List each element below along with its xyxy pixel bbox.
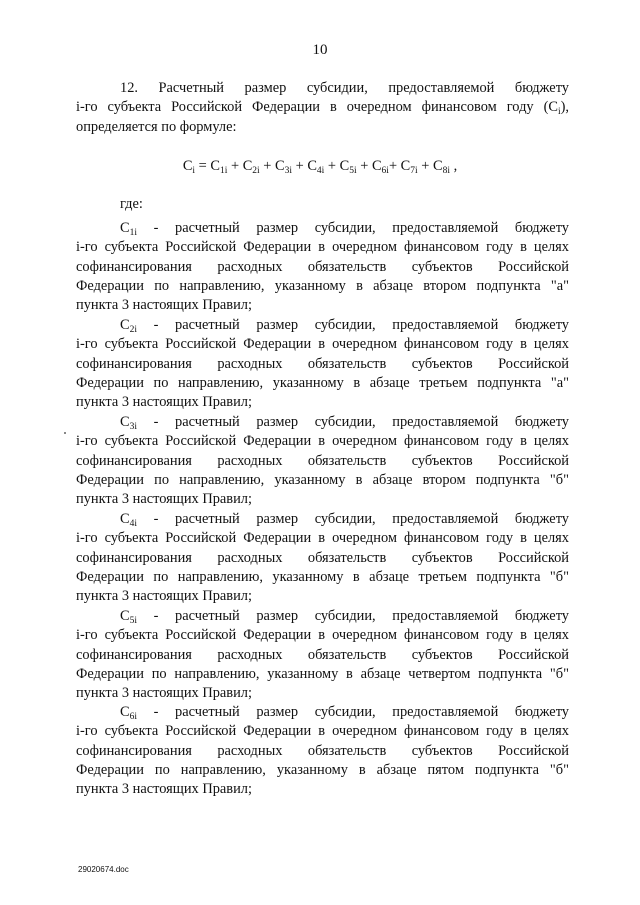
- definition-line-text: - расчетный размер субсидии, предоставляемой бюджету: [137, 704, 569, 720]
- definition-line: i-го субъекта Российской Федерации в очередном финансовом году в целях: [76, 723, 569, 740]
- formula-term-subscript: 2i: [252, 166, 260, 176]
- scan-speck: [64, 432, 66, 434]
- definition-line: пункта 3 настоящих Правил;: [76, 685, 252, 702]
- definition-symbol: C: [120, 414, 130, 430]
- intro-line-2: [76, 98, 569, 117]
- definition-line: [76, 510, 569, 529]
- definition-line: пункта 3 настоящих Правил;: [76, 588, 252, 605]
- intro-line-3: определяется по формуле:: [76, 118, 237, 135]
- formula-term-symbol: C: [432, 158, 443, 174]
- definition-line: [76, 607, 569, 626]
- definition-symbol-subscript: 1i: [129, 228, 137, 238]
- definition-line: софинансирования расходных обязательств субъектов Российской: [76, 646, 569, 663]
- definition-line: i-го субъекта Российской Федерации в очередном финансовом году в целях: [76, 530, 569, 547]
- formula-term-symbol: C: [275, 158, 285, 174]
- definition-line: софинансирования расходных обязательств субъектов Российской: [76, 258, 569, 275]
- formula-term-operator: +: [417, 158, 433, 174]
- formula-term-subscript: 1i: [219, 166, 228, 176]
- definition-c2: [76, 316, 569, 412]
- definition-symbol: C: [120, 511, 130, 527]
- definition-line: i-го субъекта Российской Федерации в очередном финансовом году в целях: [76, 627, 569, 644]
- formula-term-operator: +: [227, 158, 243, 174]
- formula-term-subscript: 7i: [410, 166, 418, 176]
- formula-term-operator: +: [259, 158, 275, 174]
- formula-term-subscript: 5i: [349, 166, 357, 176]
- definition-symbol: C: [120, 608, 130, 624]
- definition-line-text: - расчетный размер субсидии, предоставляемой бюджету: [137, 414, 569, 430]
- formula-equals: =: [195, 158, 211, 174]
- definition-line: Федерации по направлению, указанному в абзаце третьем подпункта "а": [76, 374, 569, 391]
- definition-line: Федерации по направлению, указанному в абзаце третьем подпункта "б": [76, 568, 569, 585]
- formula-term-symbol: C: [371, 158, 382, 174]
- formula-term-operator: +: [356, 158, 372, 174]
- definition-c1: [76, 219, 569, 315]
- formula-lhs: C: [182, 158, 193, 174]
- definition-line: [76, 219, 569, 238]
- definition-line: Федерации по направлению, указанному в абзаце втором подпункта "б": [76, 471, 569, 488]
- definition-line: [76, 413, 569, 432]
- definition-symbol-subscript: 3i: [129, 422, 137, 432]
- definition-symbol-subscript: 2i: [129, 325, 137, 335]
- definition-c5: [76, 607, 569, 703]
- definition-symbol: C: [120, 704, 130, 720]
- formula-term-symbol: C: [242, 158, 253, 174]
- formula-term-subscript: 3i: [284, 166, 292, 176]
- document-code: 29020674.doc: [78, 865, 129, 874]
- formula-term-symbol: C: [400, 158, 411, 174]
- definition-line: пункта 3 настоящих Правил;: [76, 297, 252, 314]
- formula-term-symbol: C: [210, 158, 220, 174]
- definition-line: Федерации по направлению, указанному в абзаце втором подпункта "а": [76, 277, 569, 294]
- intro-line-2-tail: ),: [560, 99, 569, 116]
- definition-c6: [76, 703, 569, 799]
- definition-line-text: - расчетный размер субсидии, предоставляемой бюджету: [137, 608, 569, 624]
- definition-line: [76, 316, 569, 335]
- definition-symbol-subscript: 6i: [129, 712, 137, 722]
- definition-c3: [76, 413, 569, 509]
- paragraph-12-intro: [76, 79, 569, 137]
- formula-term-symbol: C: [339, 158, 350, 174]
- formula-term-subscript: 4i: [316, 166, 325, 176]
- formula-term-subscript: 8i: [442, 166, 450, 176]
- formula-lhs-subscript: i: [192, 166, 196, 176]
- definition-line: пункта 3 настоящих Правил;: [76, 394, 252, 411]
- formula-term-operator: +: [388, 158, 401, 174]
- definition-line: пункта 3 настоящих Правил;: [76, 491, 252, 508]
- definition-line: софинансирования расходных обязательств субъектов Российской: [76, 355, 569, 372]
- definition-line: софинансирования расходных обязательств субъектов Российской: [76, 549, 569, 566]
- intro-line-2-text: i-го субъекта Российской Федерации в очередном финансовом году (C: [76, 99, 558, 116]
- definition-line: i-го субъекта Российской Федерации в очередном финансовом году в целях: [76, 433, 569, 450]
- formula-term-operator: +: [324, 158, 340, 174]
- definition-line: i-го субъекта Российской Федерации в очередном финансовом году в целях: [76, 239, 569, 256]
- formula-term-subscript: 6i: [381, 166, 389, 176]
- definition-line: Федерации по направлению, указанному в абзаце четвертом подпункта "б": [76, 665, 569, 682]
- definition-line: пункта 3 настоящих Правил;: [76, 781, 252, 798]
- definition-line: [76, 703, 569, 722]
- definition-symbol-subscript: 4i: [129, 519, 137, 529]
- definition-line-text: - расчетный размер субсидии, предоставляемой бюджету: [137, 511, 569, 527]
- definition-line: i-го субъекта Российской Федерации в очередном финансовом году в целях: [76, 336, 569, 353]
- definition-symbol-subscript: 5i: [129, 616, 137, 626]
- definition-line: Федерации по направлению, указанному в абзаце пятом подпункта "б": [76, 761, 569, 778]
- where-label: где:: [120, 196, 143, 212]
- intro-line-1: 12. Расчетный размер субсидии, предоставляемой бюджету: [120, 80, 569, 96]
- intro-line-2-subscript: i: [557, 107, 561, 118]
- definition-c4: [76, 510, 569, 606]
- definition-line: софинансирования расходных обязательств субъектов Российской: [76, 742, 569, 759]
- definition-symbol: C: [120, 317, 130, 333]
- definition-line-text: - расчетный размер субсидии, предоставляемой бюджету: [137, 317, 569, 333]
- formula-term-operator: ,: [449, 158, 458, 174]
- definition-line-text: - расчетный размер субсидии, предоставляемой бюджету: [137, 220, 569, 236]
- definition-symbol: C: [120, 220, 130, 236]
- page-number: 10: [312, 42, 328, 58]
- formula-term-symbol: C: [307, 158, 317, 174]
- formula: [0, 158, 640, 175]
- formula-terms: [210, 158, 457, 174]
- definition-line: софинансирования расходных обязательств субъектов Российской: [76, 452, 569, 469]
- formula-term-operator: +: [292, 158, 308, 174]
